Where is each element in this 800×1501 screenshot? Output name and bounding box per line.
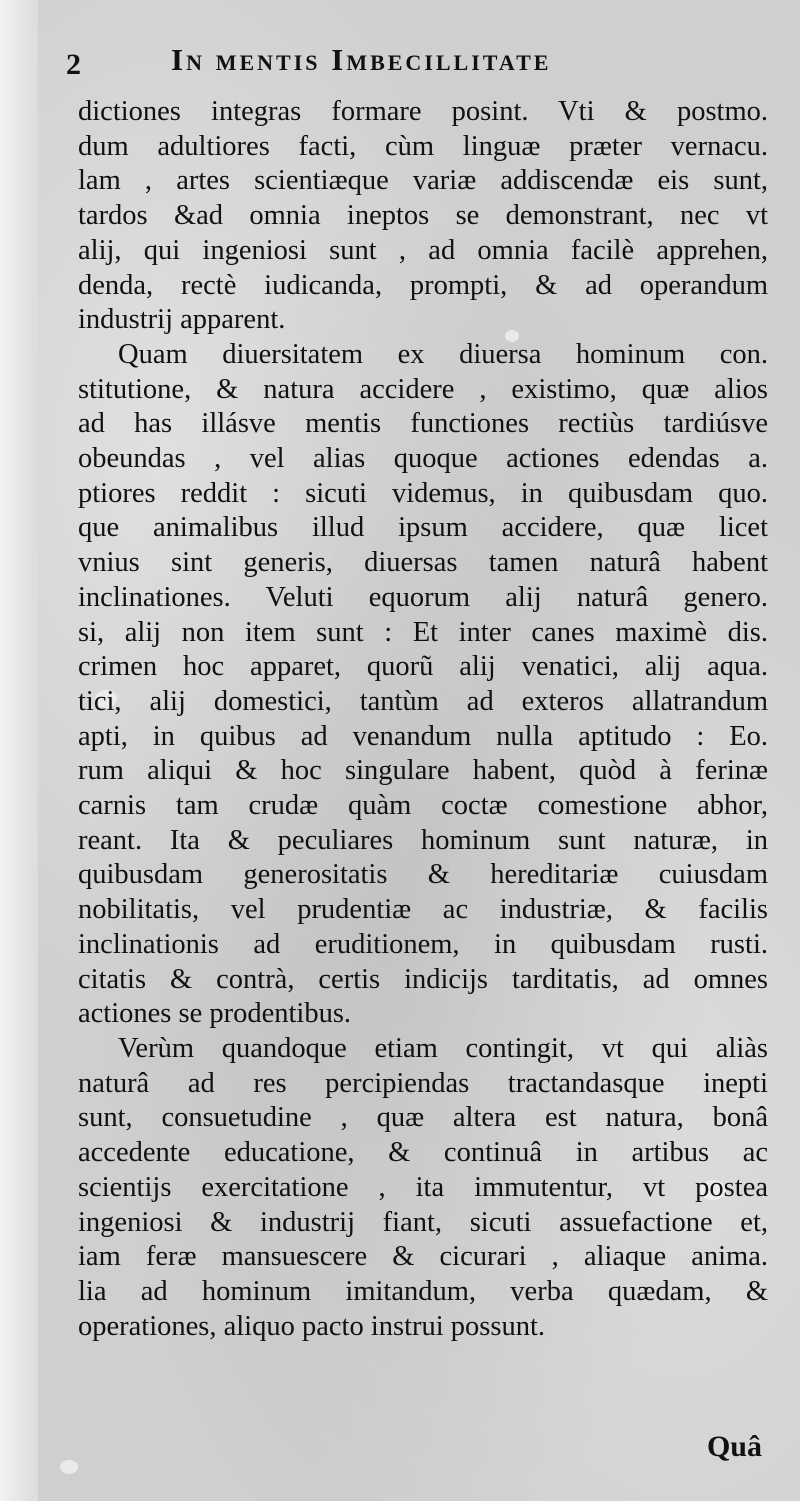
- text-line: ptiores reddit : sicuti videmus, in quibusdam quo.: [78, 477, 768, 509]
- text-line: iam feræ mansuescere & cicurari , aliaque anima.: [78, 1241, 768, 1273]
- running-title: In mentis Imbecillitate: [171, 42, 552, 77]
- text-line: crimen hoc apparet, quorũ alij venatici, alij aqua.: [78, 651, 768, 683]
- text-line: si, alij non item sunt : Et inter canes maximè dis.: [78, 616, 768, 648]
- page-number: 2: [66, 48, 81, 81]
- text-line: Verùm quandoque etiam contingit, vt qui aliàs: [118, 1032, 768, 1064]
- text-line: reant. Ita & peculiares hominum sunt naturæ, in: [78, 824, 768, 856]
- text-line: citatis & contrà, certis indicijs tarditatis, ad omnes: [78, 963, 768, 995]
- text-line: dum adultiores facti, cùm linguæ præter vernacu.: [78, 130, 768, 162]
- text-line: denda, rectè iudicanda, prompti, & ad operandum: [78, 269, 768, 301]
- text-line: dictiones integras formare posint. Vti & postmo.: [78, 96, 768, 127]
- text-line: lam , artes scientiæque variæ addiscendæ eis sunt,: [78, 165, 768, 197]
- body-text: [78, 95, 768, 1344]
- text-line: accedente educatione, & continuâ in artibus ac: [78, 1137, 768, 1169]
- binding-edge: [0, 0, 38, 1501]
- catchword: Quâ: [706, 1430, 762, 1463]
- paragraph: [78, 338, 768, 1032]
- paper-stain: [60, 1460, 78, 1474]
- text-line: sunt, consuetudine , quæ altera est natura, bonâ: [78, 1102, 768, 1134]
- text-line: alij, qui ingeniosi sunt , ad omnia facilè apprehen,: [78, 234, 768, 266]
- text-line: carnis tam crudæ quàm coctæ comestione abhor,: [78, 790, 768, 822]
- text-line: tici, alij domestici, tantùm ad exteros allatrandum: [78, 685, 768, 717]
- text-line: ingeniosi & industrij fiant, sicuti assuefactione et,: [78, 1206, 768, 1238]
- text-line: ad has illásve mentis functiones rectiùs tardiúsve: [78, 408, 768, 440]
- text-line: que animalibus illud ipsum accidere, quæ licet: [78, 512, 768, 544]
- text-line: rum aliqui & hoc singulare habent, quòd à ferinæ: [78, 755, 768, 787]
- text-line: quibusdam generositatis & hereditariæ cuiusdam: [78, 859, 768, 891]
- text-line: obeundas , vel alias quoque actiones edendas a.: [78, 443, 768, 475]
- text-line: inclinationis ad eruditionem, in quibusdam rusti.: [78, 928, 768, 960]
- text-line: Quam diuersitatem ex diuersa hominum con.: [118, 338, 768, 370]
- text-line: apti, in quibus ad venandum nulla aptitudo : Eo.: [78, 720, 768, 752]
- text-line: nobilitatis, vel prudentiæ ac industriæ, & facilis: [78, 894, 768, 926]
- text-line: stitutione, & natura accidere , existimo, quæ alios: [78, 373, 768, 405]
- text-line: tardos &ad omnia ineptos se demonstrant, nec vt: [78, 200, 768, 232]
- paragraph: [78, 1032, 768, 1344]
- text-line: operationes, aliquo pacto instrui possunt.: [78, 1310, 546, 1342]
- text-line: lia ad hominum imitandum, verba quædam, &: [78, 1275, 768, 1307]
- text-line: inclinationes. Veluti equorum alij naturâ genero.: [78, 581, 768, 613]
- page-header: [66, 42, 766, 86]
- text-line: naturâ ad res percipiendas tractandasque inepti: [78, 1067, 768, 1099]
- text-line: industrij apparent.: [78, 304, 286, 336]
- text-line: scientijs exercitatione , ita immutentur, vt postea: [78, 1171, 768, 1203]
- paragraph: [78, 95, 768, 338]
- text-line: actiones se prodentibus.: [78, 998, 352, 1030]
- text-line: vnius sint generis, diuersas tamen naturâ habent: [78, 547, 768, 579]
